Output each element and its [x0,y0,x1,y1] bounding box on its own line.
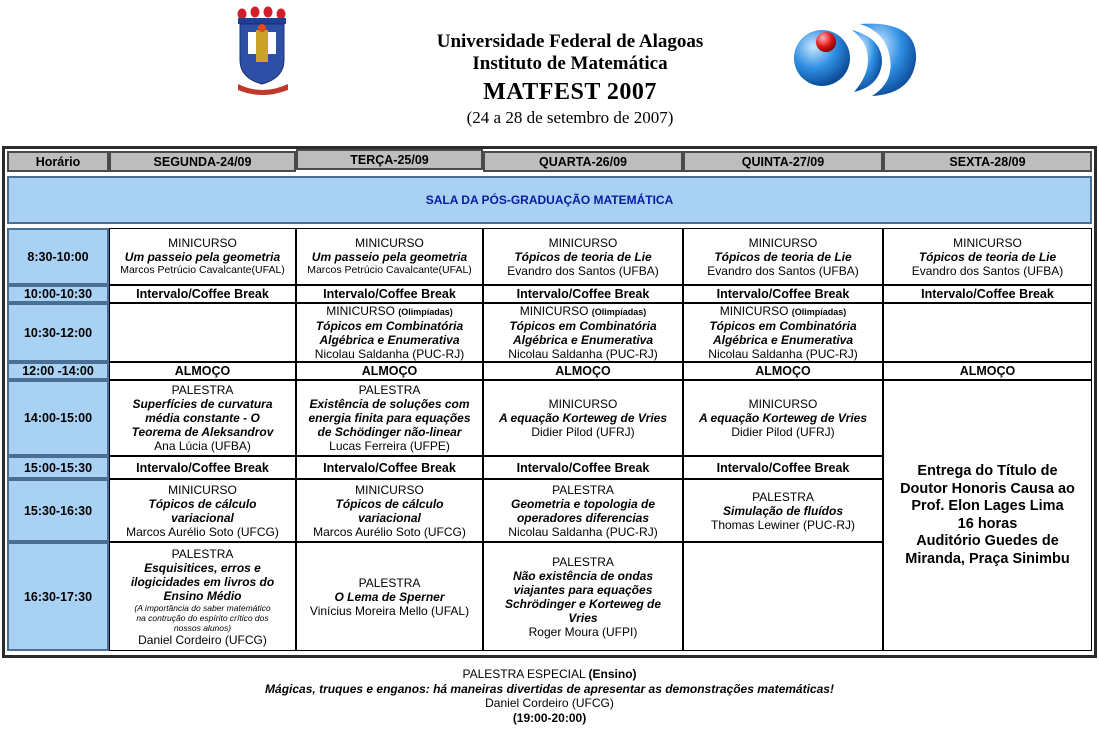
session-title-line: Tópicos em Combinatória [509,319,657,333]
session-speaker: Daniel Cordeiro (UFCG) [138,632,267,647]
session-title-line: variacional [358,510,421,525]
session-title-line: Existência de soluções com [309,397,470,411]
ceremony-line: Doutor Honoris Causa ao [900,480,1075,497]
session-type: MINICURSO [548,397,618,411]
session-title: Tópicos de teoria de Lie [918,249,1057,264]
session-minicurso-kdv-thu [683,380,883,456]
session-combinatoria-thu [683,303,883,362]
session-speaker: Didier Pilod (UFRJ) [731,425,835,439]
session-speaker: Nicolau Saldanha (PUC-RJ) [314,347,465,361]
session-title-line: Teorema de Aleksandrov [131,425,274,439]
session-type: PALESTRA [552,482,614,497]
coffee-break: Intervalo/Coffee Break [109,456,296,479]
session-title-line: operadores diferencias [516,510,650,525]
session-speaker: Marcos Aurélio Soto (UFCG) [126,524,279,539]
room-name: SALA DA PÓS-GRADUAÇÃO MATEMÁTICA [425,193,674,207]
ceremony-line: Miranda, Praça Sinimbu [905,550,1070,567]
session-type: PALESTRA [358,383,421,397]
session-type: PALESTRA [171,546,234,561]
session-title-line: Tópicos em Combinatória [709,319,857,333]
session-title-line: Tópicos em Combinatória [315,319,464,333]
ceremony-line: Entrega do Título de [917,463,1058,479]
lunch-break: ALMOÇO [109,362,296,380]
special-lecture-time: (19:00-20:00) [512,710,587,725]
time-slot: 10:30-12:00 [7,303,109,362]
institute-name: Instituto de Matemática [472,53,668,74]
session-title: Tópicos de teoria de Lie [714,249,852,264]
time-slot: 10:00-10:30 [7,285,109,303]
event-dates: (24 a 28 de setembro de 2007) [466,108,674,127]
session-minicurso-tue [296,228,483,285]
session-minicurso-thu [683,228,883,285]
session-type: MINICURSO [748,397,818,411]
session-type: MINICURSO [953,235,1022,250]
session-speaker: Nicolau Saldanha (PUC-RJ) [508,347,658,361]
session-type: MINICURSO [168,236,237,250]
session-combinatoria-wed [483,303,683,362]
session-esquisitices-mon [109,542,296,651]
coffee-break: Intervalo/Coffee Break [296,456,483,479]
session-minicurso-wed [483,228,683,285]
session-speaker: Ana Lúcia (UFBA) [154,439,251,453]
session-type: MINICURSO [168,482,237,497]
special-lecture-label: PALESTRA ESPECIAL [462,667,586,681]
session-title-line: Algébrica e Enumerativa [319,333,460,347]
special-lecture-speaker: Daniel Cordeiro (UFCG) [485,696,614,710]
session-type: MINICURSO [519,304,589,318]
session-type: MINICURSO [719,304,789,318]
session-speaker: Vinícius Moreira Mello (UFAL) [309,603,470,618]
room-banner [7,176,1092,224]
time-slot: 14:00-15:00 [7,380,109,456]
session-title: Tópicos de teoria de Lie [514,249,652,264]
session-speaker: Marcos Petrúcio Cavalcante(UFAL) [307,264,472,276]
session-combinatoria-tue [296,303,483,362]
session-title: Um passeio pela geometria [124,250,281,264]
event-title: MATFEST 2007 [483,79,657,105]
time-slot: 8:30-10:00 [7,228,109,285]
session-minicurso-fri [883,228,1092,285]
time-slot: 16:30-17:30 [7,542,109,651]
session-title-line: Esquisitices, erros e [144,560,261,575]
session-speaker: Nicolau Saldanha (PUC-RJ) [508,524,658,539]
session-type: MINICURSO [326,304,395,318]
session-title-line: média constante - O [145,411,260,425]
session-speaker: Lucas Ferreira (UFPE) [329,439,450,453]
session-title: A equação Korteweg de Vries [698,411,868,425]
session-title-line: energia finita para equações [308,411,471,425]
session-speaker: Marcos Aurélio Soto (UFCG) [313,524,466,539]
session-note: na contrução do espírito crítico dos [136,612,269,623]
col-header-thursday: QUINTA-27/09 [683,151,883,172]
lunch-break: ALMOÇO [483,362,683,380]
session-title-line: Não existência de ondas [512,568,654,583]
lunch-break: ALMOÇO [296,362,483,380]
coffee-break: Intervalo/Coffee Break [483,285,683,303]
session-title-line: Tópicos de cálculo [335,496,444,511]
lunch-break: ALMOÇO [683,362,883,380]
session-title-line: de Schödinger não-linear [317,425,462,439]
session-fluidos-thu [683,479,883,542]
session-title-line: Algébrica e Enumerativa [512,333,654,347]
session-type: PALESTRA [552,554,614,569]
session-geometria-wed [483,479,683,542]
session-speaker: Evandro dos Santos (UFBA) [507,263,659,278]
coffee-break: Intervalo/Coffee Break [683,456,883,479]
session-title: Simulação de fluídos [722,503,844,518]
session-title-line: Superfícies de curvatura [132,397,273,411]
session-title-line: Ensino Médio [163,588,242,603]
session-type: MINICURSO [748,235,818,250]
special-lecture-label-line [0,667,1099,682]
empty-slot [109,303,296,362]
empty-slot [683,542,883,651]
session-note: nossos alunos) [173,622,232,633]
session-palestra-mon [109,380,296,456]
session-minicurso-mon [109,228,296,285]
time-slot: 12:00 -14:00 [7,362,109,380]
lunch-break: ALMOÇO [883,362,1092,380]
coffee-break: Intervalo/Coffee Break [483,456,683,479]
col-header-friday: SEXTA-28/09 [883,151,1092,172]
session-sperner-tue [296,542,483,651]
special-lecture [0,667,1099,725]
session-speaker: Didier Pilod (UFRJ) [531,425,635,439]
session-title-line: variacional [171,510,234,525]
session-title-line: Schrödinger e Korteweg de [504,596,662,611]
empty-slot [883,303,1092,362]
session-type: PALESTRA [358,575,421,590]
session-type: MINICURSO [355,236,424,250]
university-name: Universidade Federal de Alagoas [436,31,704,52]
session-calculo-mon [109,479,296,542]
ceremony-line: Prof. Elon Lages Lima [911,498,1064,514]
session-speaker: Thomas Lewiner (PUC-RJ) [710,517,856,532]
special-lecture-title: Mágicas, truques e enganos: há maneiras divertidas de apresentar as demonstrações matemáticas! [265,681,834,696]
time-slot: 15:30-16:30 [7,479,109,542]
ufal-crest-logo [234,4,292,96]
session-title-line: ilogicidades em livros do [130,574,275,589]
olympiad-tag: (Olimpíadas) [791,307,847,317]
session-title: Um passeio pela geometria [311,250,468,264]
coffee-break: Intervalo/Coffee Break [683,285,883,303]
olympiad-tag: (Olimpíadas) [591,307,647,317]
session-note: (A importância do saber matemático [134,602,271,613]
session-ondas-wed [483,542,683,651]
session-title-line: Algébrica e Enumerativa [712,333,854,347]
session-minicurso-kdv-wed [483,380,683,456]
session-type: PALESTRA [171,383,234,397]
col-header-wednesday: QUARTA-26/09 [483,151,683,172]
col-header-tuesday: TERÇA-25/09 [296,149,483,170]
session-title-line: viajantes para equações [513,582,653,597]
col-header-monday: SEGUNDA-24/09 [109,151,296,172]
session-speaker: Roger Moura (UFPI) [528,624,638,639]
coffee-break: Intervalo/Coffee Break [109,285,296,303]
ceremony-line: Auditório Guedes de [916,533,1059,549]
coffee-break: Intervalo/Coffee Break [883,285,1092,303]
session-type: PALESTRA [752,489,814,504]
olympiad-tag: (Olimpíadas) [398,307,453,317]
time-slot: 15:00-15:30 [7,456,109,479]
coffee-break: Intervalo/Coffee Break [296,285,483,303]
session-type: MINICURSO [355,482,424,497]
session-speaker: Evandro dos Santos (UFBA) [911,263,1064,278]
session-title-line: Geometria e topologia de [510,496,656,511]
session-title-line: Tópicos de cálculo [148,496,257,511]
special-lecture-tag: (Ensino) [588,667,637,681]
session-calculo-tue [296,479,483,542]
session-speaker: Nicolau Saldanha (PUC-RJ) [708,347,858,361]
honoris-causa-ceremony [883,380,1092,651]
session-title: O Lema de Sperner [334,589,445,604]
session-type: MINICURSO [548,235,618,250]
session-palestra-tue [296,380,483,456]
session-title: A equação Korteweg de Vries [498,411,668,425]
session-speaker: Evandro dos Santos (UFBA) [707,263,859,278]
session-speaker: Marcos Petrúcio Cavalcante(UFAL) [120,264,285,276]
col-header-time: Horário [7,151,109,172]
schedule-table [2,146,1097,658]
session-title-line: Vries [568,610,598,625]
ceremony-time: 16 horas [957,515,1018,532]
